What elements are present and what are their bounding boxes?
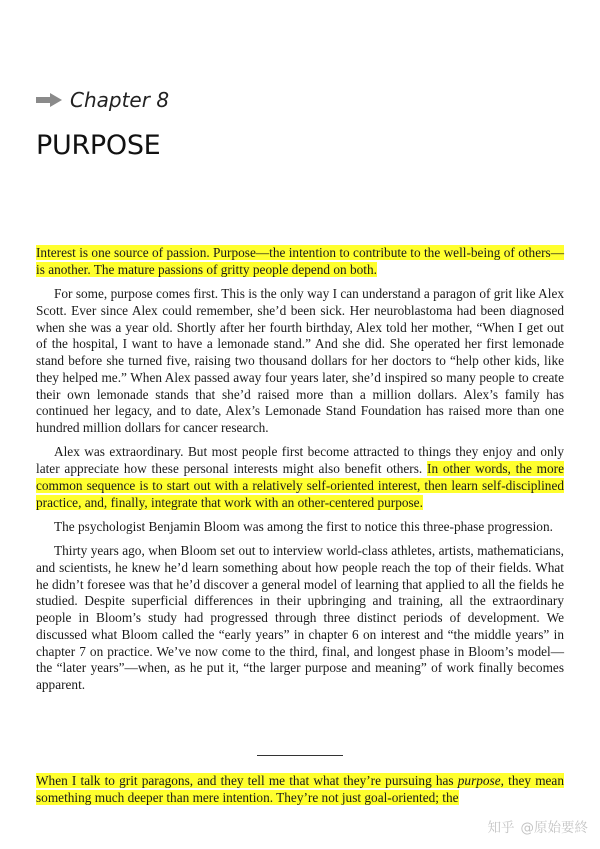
zhihu-watermark <box>488 816 589 836</box>
arrow-right-icon <box>36 93 62 107</box>
paragraph-2: For some, purpose comes first. This is the only way I can understand a paragon of grit like Alex Scott. Ever since Alex could remember, she’d been sick. Her neuroblastoma had been diagnosed when she was a year old. Shortly after her fourth birthday, Alex told her mother, “When I get out of the hospital, I want to have a lemonade stand.” And she did. She operated her first lemonade stand before she turned five, raising two thousand dollars for her doctors to “help other kids, like they helped me.” When Alex passed away four years later, she’d inspired so many people to create their own lemonade stands that she’d raised more than a million dollars. Alex’s family has continued her legacy, and to date, Alex’s Lemonade Stand Foundation has raised more than one hundred million dollars for cancer research. <box>36 286 564 435</box>
watermark-site: 知乎 <box>487 820 515 836</box>
opening-paragraph-block <box>36 245 564 279</box>
paragraph-4: The psychologist Benjamin Bloom was among the first to notice this three-phase progression. <box>54 518 553 534</box>
closing-paragraph-block <box>36 773 564 807</box>
highlighted-text: In other words, the more common sequence is to start out with a relatively self-oriented interest, then learn self-disciplined practice, and, finally, integrate that work with an other-centered purpose. <box>36 461 564 510</box>
watermark-handle: @原始要終 <box>520 820 588 836</box>
highlighted-text: Interest is one source of passion. Purpose—the intention to contribute to the well-being of others—is another. The mature passions of gritty people depend on both. <box>36 245 564 277</box>
paragraph-6 <box>36 773 564 807</box>
body-paragraphs <box>36 286 564 701</box>
paragraph-5: Thirty years ago, when Bloom set out to interview world-class athletes, artists, mathematicians, and scientists, he knew he’d learn something about how people reach the top of their fields. What he didn’t foresee was that he’d discover a general model of learning that applied to all the fields he studied. Despite superficial differences in their upbringing and training, all the extraordinary people in Bloom’s study had progressed through three distinct periods of development. We discussed what Bloom called the “early years” in chapter 6 on interest and “the middle years” in chapter 7 on practice. We’ve now come to the third, final, and longest phase in Bloom’s model—the “later years”—when, as he put it, “the larger purpose and meaning” of work finally becomes apparent. <box>36 543 564 692</box>
paragraph-3-text: Alex was extraordinary. But most people first become attracted to things they enjoy and only later appreciate how these personal interests might also benefit others. <box>36 444 564 476</box>
paragraph-3 <box>36 444 564 511</box>
chapter-number: Chapter 8 <box>70 88 170 112</box>
paragraph-1 <box>36 245 564 279</box>
chapter-heading <box>36 88 169 112</box>
highlighted-text <box>36 773 564 805</box>
chapter-title: PURPOSE <box>36 130 161 161</box>
paragraph-6-end: , they mean something much deeper than mere intention. They’re not just goal-oriented; the <box>36 773 564 805</box>
paragraph-6-start: When I talk to grit paragons, and they tell me that what they’re pursuing has <box>36 773 458 788</box>
section-divider <box>257 755 343 756</box>
emphasized-word: purpose <box>457 773 501 788</box>
